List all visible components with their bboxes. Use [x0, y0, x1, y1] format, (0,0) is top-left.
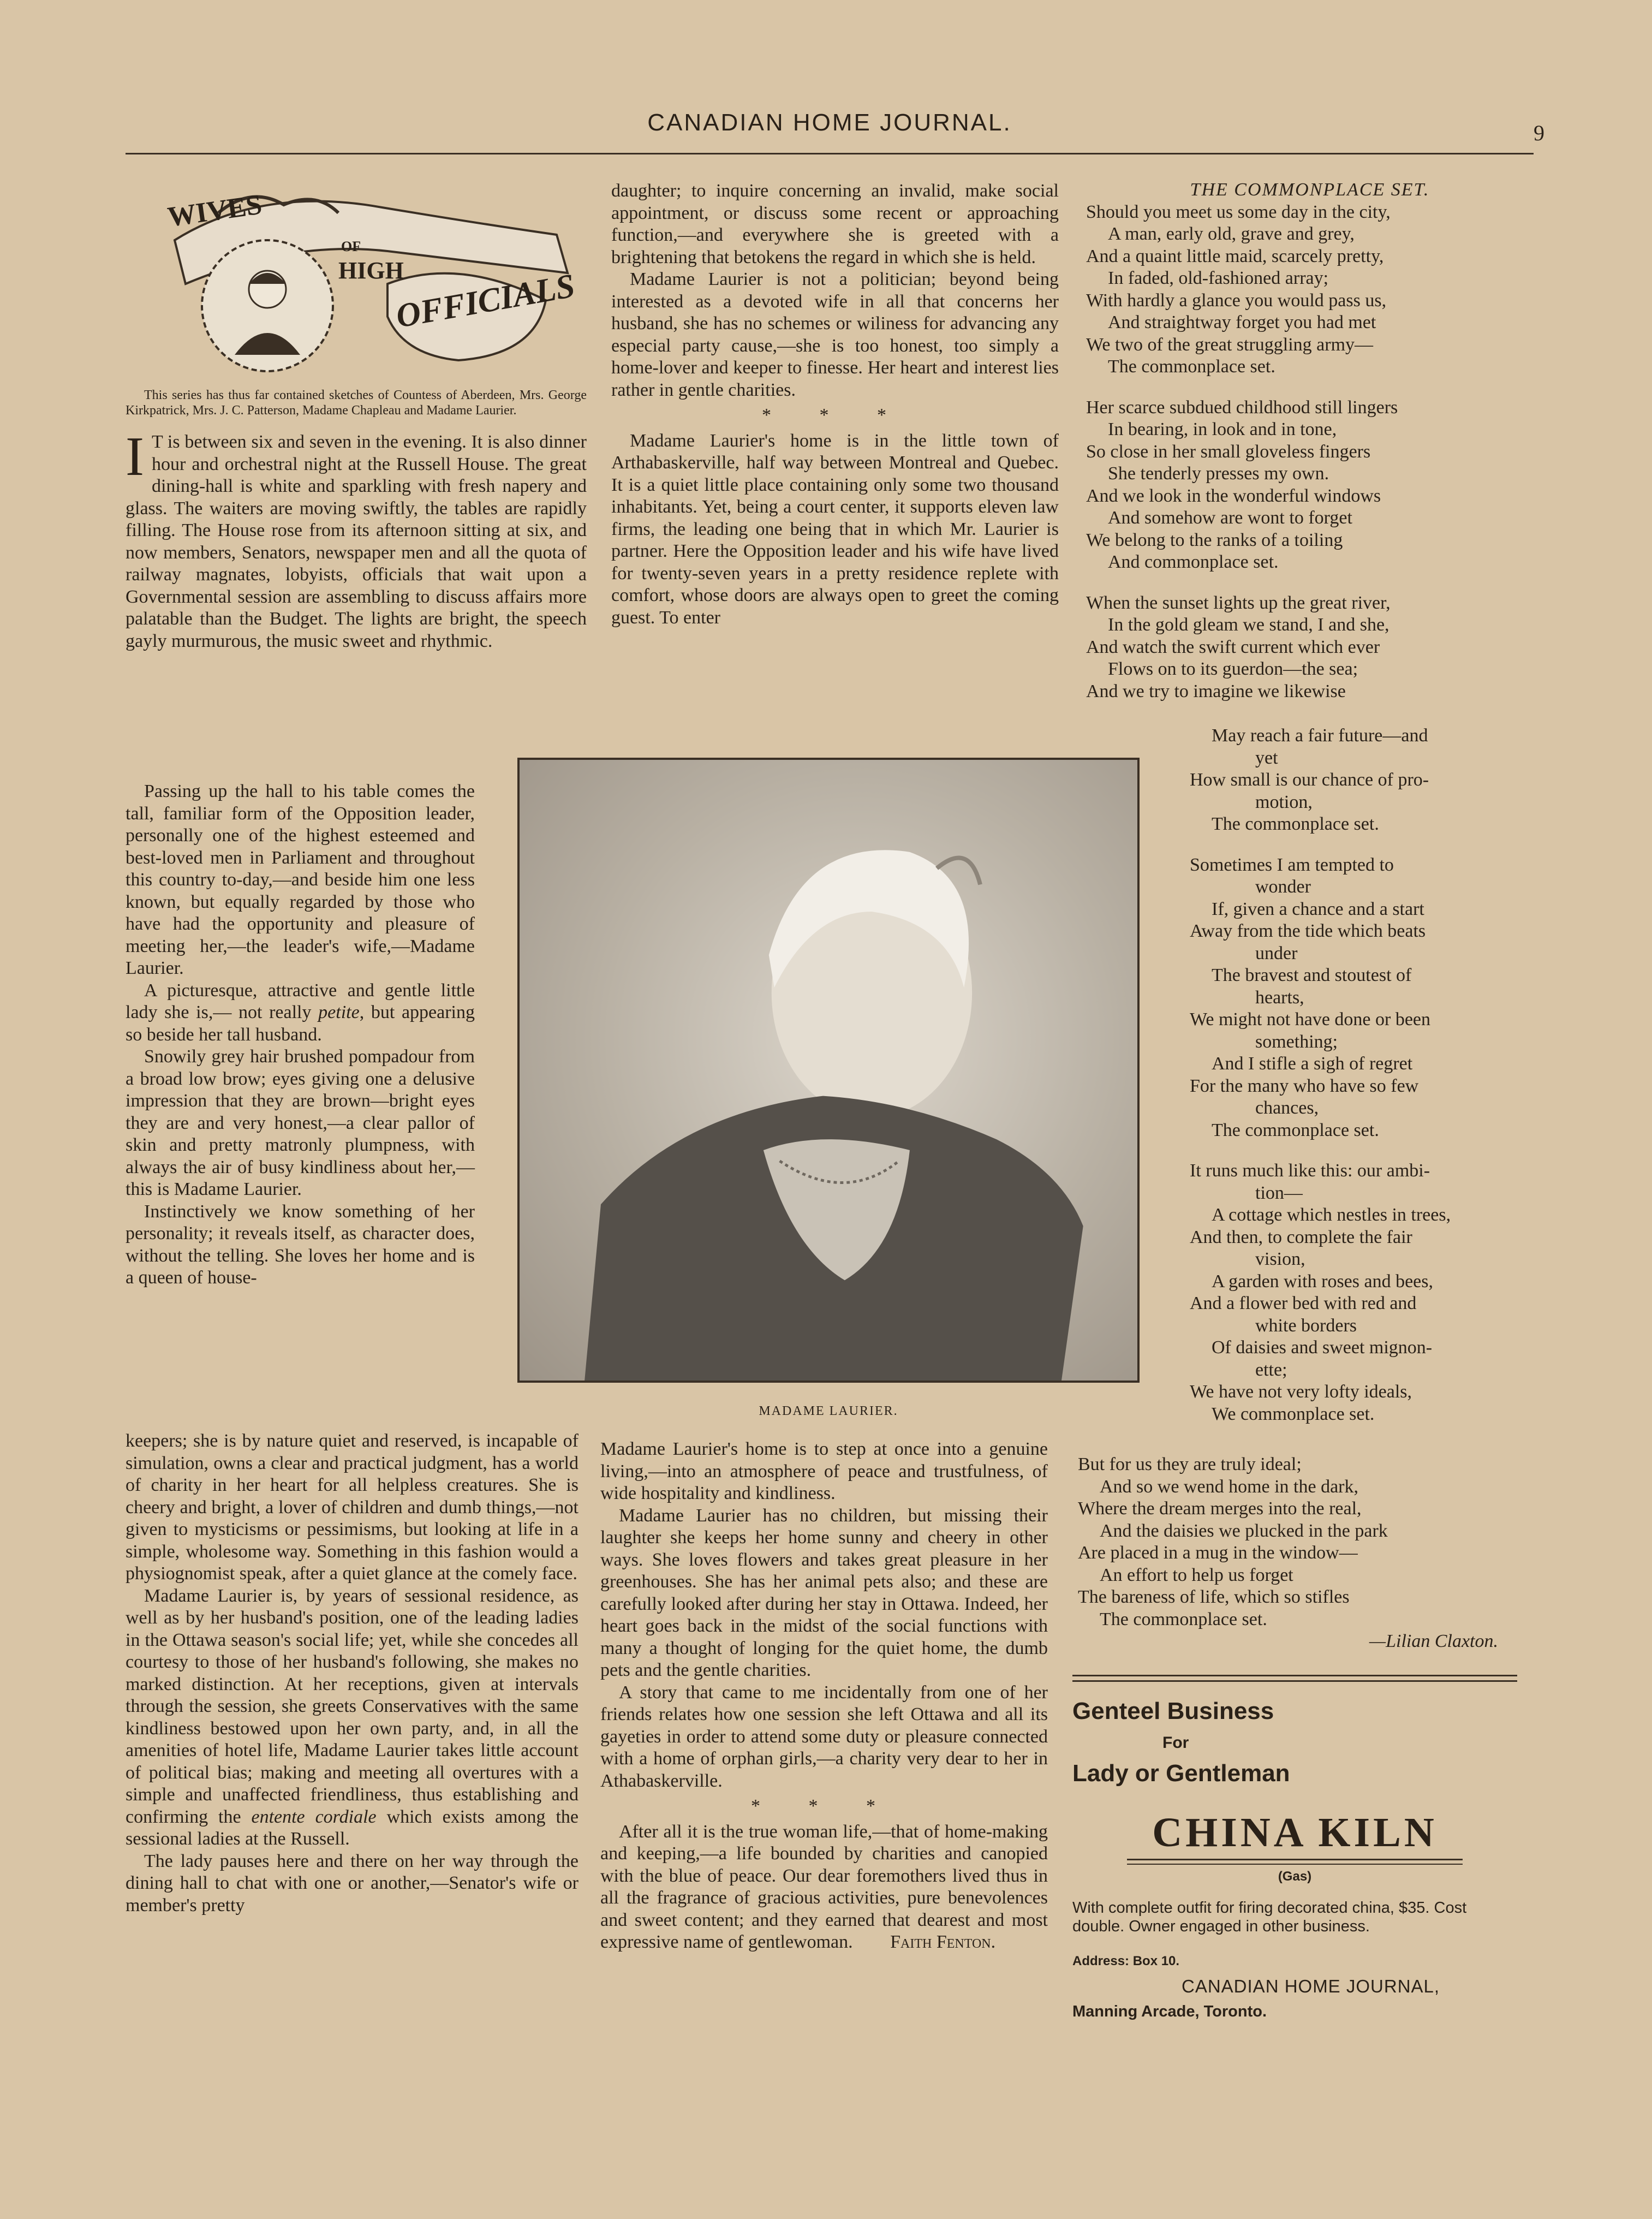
article-paragraph: Madame Laurier is not a politician; beyond being interested as a devoted wife in all that concerns her husband, she has no schemes or wiliness for advancing any especial party cause,—she is too honest, too simply a home-lover and keeper to finesse. Her heart and interest lies rather in gentle charities. — [611, 269, 1059, 400]
poem-line: And so we wend home in the dark, — [1100, 1476, 1359, 1497]
poem-line: tion— — [1255, 1182, 1303, 1203]
poem-line: The commonplace set. — [1108, 356, 1275, 377]
stanza-break — [1086, 378, 1534, 397]
article-paragraph — [126, 980, 475, 1046]
photo-caption: MADAME LAURIER. — [759, 1404, 898, 1418]
poem-line: under — [1255, 943, 1298, 963]
poem-line: The bravest and stoutest of — [1212, 965, 1412, 985]
poem-line: We have not very lofty ideals, — [1190, 1382, 1412, 1402]
portrait-photo — [517, 758, 1140, 1383]
poem-line: A garden with roses and bees, — [1212, 1271, 1434, 1292]
poem-commonplace-set — [1086, 179, 1534, 703]
portrait-illustration — [520, 760, 1137, 1381]
emphasis: petite — [318, 1002, 360, 1022]
article-column-2-lower — [600, 1438, 1048, 1954]
article-paragraph — [126, 426, 587, 652]
poem-line: When the sunset lights up the great river, — [1086, 592, 1391, 613]
ad-product-rule — [1127, 1859, 1463, 1860]
poem-line: For the many who have so few — [1190, 1075, 1419, 1096]
ad-location: Manning Arcade, Toronto. — [1072, 2003, 1267, 2020]
article-paragraph: The lady pauses here and there on her way through the dining hall to chat with one or another,—Senator's wife or member's pretty — [126, 1851, 579, 1915]
poem-line: yet — [1255, 747, 1278, 768]
poem-line: We two of the great struggling army— — [1086, 334, 1374, 355]
poem-line: Her scarce subdued childhood still lingers — [1086, 397, 1398, 418]
article-column-1 — [126, 388, 587, 652]
wives-of-high-officials-logo — [153, 175, 579, 388]
ad-publisher: CANADIAN HOME JOURNAL, — [1182, 1976, 1440, 1996]
article-paragraph: Instinctively we know something of her personality; it reveals itself, as character does, without the telling. She loves her home and is a queen of house- — [126, 1201, 475, 1288]
poem-line: The bareness of life, which so stifles — [1078, 1587, 1350, 1607]
article-paragraph: Madame Laurier has no children, but missing their laughter she keeps her home sunny and cheery in other ways. She loves flowers and takes great pleasure in her greenhouses. She has her animal pets also; and these are carefully looked after during her stay in Ottawa. Indeed, her heart goes back in the midst of the social functions with many a thought of longing for the quiet home, the dumb pets and the gentle charities. — [600, 1505, 1048, 1680]
ad-product-rule-2 — [1127, 1864, 1463, 1865]
article-paragraph: Madame Laurier's home is in the little town of Arthabaskerville, half way between Montreal and Quebec. It is a quiet little place containing only some two thousand inhabitants. Yet, being a court center, it supports eleven law firms, the leading one being that in which Mr. Laurier is partner. Here the Opposition leader and his wife have lived for twenty-seven years in a pretty residence replete with comfort, whose doors are always open to greet the coming guest. To enter — [611, 430, 1059, 628]
poem-line: And watch the swift current which ever — [1086, 636, 1380, 657]
poem-title: THE COMMONPLACE SET. — [1190, 180, 1430, 200]
poem-line: vision, — [1255, 1249, 1305, 1269]
poem-line: And a quaint little maid, scarcely pretty, — [1086, 246, 1384, 266]
poem-line: And commonplace set. — [1108, 552, 1279, 572]
article-column-1-narrow — [126, 781, 475, 1289]
poem-line: And the daisies we plucked in the park — [1100, 1520, 1388, 1541]
poem-narrow-section — [1190, 725, 1534, 1425]
ad-rule-top — [1072, 1675, 1517, 1676]
poem-line: something; — [1255, 1031, 1338, 1052]
article-paragraph: A story that came to me incidentally from one of her friends relates how one session she left Ottawa and all its gayeties in order to attend some duty or pleasure connected with a home of orphan girls,—a charity very dear to her in Athabaskerville. — [600, 1682, 1048, 1791]
section-divider: * * * — [751, 1796, 897, 1816]
paragraph-text: T is between six and seven in the evening. It is also dinner hour and orchestral night at the Russell House. The great dining-hall is white and sparkling with fresh napery and glass. The waiters are moving swiftly, the tables are rapidly filling. The House rose from its afternoon sitting at six, and now members, Senators, newspaper men and all the quota of railway magnates, lobyists, officials that wait upon a Governmental session are assembling to discuss affairs more palatable than the Budget. The lights are bright, the speech gayly murmurous, the music sweet and rhythmic. — [126, 432, 587, 651]
poem-line: And straightway forget you had met — [1108, 312, 1376, 332]
poem-line: chances, — [1255, 1098, 1319, 1118]
series-note: This series has thus far contained sketches of Countess of Aberdeen, Mrs. George Kirkpatrick, Mrs. J. C. Patterson, Madame Chapleau and Madame Laurier. — [126, 388, 587, 418]
paragraph-text: which exists among the sessional ladies at the Russell. — [126, 1806, 579, 1849]
poem-line: In faded, old-fashioned array; — [1108, 268, 1329, 288]
poem-stanzas-lower — [1078, 1454, 1531, 1631]
poem-line: Sometimes I am tempted to — [1190, 854, 1394, 875]
poem-line: And a flower bed with red and — [1190, 1293, 1417, 1313]
paragraph-text: , but appearing so beside her tall husband. — [126, 1002, 475, 1045]
poem-line: Of daisies and sweet mignon- — [1212, 1337, 1433, 1358]
poem-line: A cottage which nestles in trees, — [1212, 1205, 1451, 1225]
article-paragraph: daughter; to inquire concerning an invalid, make social appointment, or discuss some recent or approaching function,—and everywhere she is greeted with a brightening that betokens the regard in which she is held. — [611, 181, 1059, 267]
ad-body-text: With complete outfit for firing decorated china, $35. Cost double. Owner engaged in other business. — [1072, 1899, 1467, 1935]
poem-line: So close in her small gloveless fingers — [1086, 441, 1371, 462]
ad-address: Address: Box 10. — [1072, 1954, 1180, 1968]
poem-line: With hardly a glance you would pass us, — [1086, 290, 1387, 311]
page-header — [126, 109, 1544, 154]
poem-line: Away from the tide which beats — [1190, 921, 1426, 941]
journal-title: CANADIAN HOME JOURNAL. — [647, 109, 1012, 136]
poem-line: hearts, — [1255, 987, 1304, 1008]
article-paragraph — [600, 1821, 1048, 1954]
paragraph-text: After all it is the true woman life,—that of home-making and keeping,—a life bounded by charities and canopied with the blue of peace. Our dear foremothers lived thus in all the fragrance of gracious activities, pure benevolences and sweet content; and they earned that dearest and most expressive name of gentlewoman. — [600, 1821, 1048, 1952]
poem-stanzas-upper — [1086, 201, 1534, 703]
ad-for: For — [1162, 1734, 1189, 1752]
author-signature: Faith Fenton. — [890, 1932, 996, 1952]
emphasis: entente cordiale — [251, 1806, 377, 1827]
article-column-1-lower — [126, 1430, 579, 1917]
poem-line: In bearing, in look and in tone, — [1108, 419, 1337, 439]
stanza-break — [1190, 1141, 1534, 1160]
poem-author: —Lilian Claxton. — [1369, 1631, 1498, 1651]
poem-line: Should you meet us some day in the city, — [1086, 201, 1391, 222]
poem-line: It runs much like this: our ambi- — [1190, 1161, 1430, 1181]
logo-word-of: OF — [341, 239, 361, 254]
poem-line: We commonplace set. — [1212, 1403, 1375, 1424]
poem-line: Flows on to its guerdon—the sea; — [1108, 659, 1358, 679]
article-paragraph: Snowily grey hair brushed pompadour from a broad low brow; eyes giving one a delusive impression that they are brown—bright eyes they are and very honest,—a clear pallor of skin and pretty matronly plumpness, with always the air of busy kindliness about her,—this is Madame Laurier. — [126, 1046, 475, 1199]
ad-rule-top-2 — [1072, 1680, 1517, 1682]
ad-headline: Genteel Business — [1072, 1698, 1274, 1724]
logo-word-high: HIGH — [338, 257, 404, 284]
poem-line: wonder — [1255, 877, 1311, 897]
paragraph-text: Madame Laurier is, by years of sessional residence, as well as by her husband's position, one of the leading ladies in the Ottawa season's social life; yet, while she concedes all courtesy to those of her husband's following, she makes no marked distinction. At her receptions, given at intervals through the session, she greets Conservatives with the same kindliness bestowed upon her own party, and, in all the amenities of hotel life, Madame Laurier takes little account of political bias; making and meeting all overtures with a simple and unaffected friendliness, thus establishing and confirming the — [126, 1585, 579, 1827]
poem-line: We belong to the ranks of a toiling — [1086, 530, 1343, 550]
drop-cap: I — [126, 426, 144, 487]
logo-word-officials: OFFICIALS — [393, 267, 578, 335]
poem-line: And I stifle a sigh of regret — [1212, 1054, 1413, 1074]
poem-line: If, given a chance and a start — [1212, 899, 1424, 919]
poem-line: motion, — [1255, 792, 1313, 812]
poem-line: And then, to complete the fair — [1190, 1227, 1412, 1247]
china-kiln-advertisement — [1072, 1698, 1517, 2021]
poem-line: And somehow are wont to forget — [1108, 508, 1352, 528]
poem-line: How small is our chance of pro- — [1190, 770, 1429, 790]
poem-line: But for us they are truly ideal; — [1078, 1454, 1302, 1474]
poem-line: The commonplace set. — [1212, 1120, 1379, 1140]
article-paragraph: keepers; she is by nature quiet and reserved, is incapable of simulation, owns a clear and practical judgment, has a world of charity in her heart for all helpless creatures. She is cheery and bright, a lover of children and dumb things,—not given to mysticisms or pessimisms, but looking at life in a simple, wholesome way. Something in this fashion would a physiognomist speak, after a quiet glance at the comely face. — [126, 1431, 579, 1584]
poem-line: Are placed in a mug in the window— — [1078, 1543, 1358, 1563]
poem-line: In the gold gleam we stand, I and she, — [1108, 615, 1389, 635]
ad-product-name: CHINA KILN — [1152, 1810, 1438, 1855]
poem-line: A man, early old, grave and grey, — [1108, 224, 1355, 244]
stanza-break — [1190, 836, 1534, 854]
article-paragraph: Passing up the hall to his table comes the tall, familiar form of the Opposition leader, personally one of the highest esteemed and best-loved men in Parliament and throughout this country to-day,—and beside him one less known, but equally regarded by those who have had the opportunity and pleasure of meeting her,—the leader's wife,—Madame Laurier. — [126, 781, 475, 978]
poem-line: May reach a fair future—and — [1212, 725, 1428, 746]
stanza-break — [1086, 574, 1534, 592]
article-paragraph: Madame Laurier's home is to step at once into a genuine living,—into an atmosphere of peace and trustfulness, of wide hospitality and kindliness. — [600, 1439, 1048, 1503]
poem-line: white borders — [1255, 1315, 1357, 1336]
poem-line: And we look in the wonderful windows — [1086, 485, 1381, 506]
article-paragraph — [126, 1585, 579, 1851]
poem-line: Where the dream merges into the real, — [1078, 1498, 1362, 1519]
paragraph-text: A picturesque, attractive and gentle little lady she is,— not really — [126, 980, 475, 1022]
page-number: 9 — [1534, 121, 1544, 145]
poem-line: An effort to help us forget — [1100, 1564, 1293, 1585]
poem-line: ette; — [1255, 1359, 1287, 1380]
logo-word-wives: WIVES — [165, 189, 264, 233]
poem-line: The commonplace set. — [1212, 814, 1379, 834]
article-column-2-upper — [611, 180, 1059, 629]
section-divider: * * * — [762, 405, 908, 425]
poem-line: The commonplace set. — [1100, 1609, 1267, 1629]
ad-gas-note: (Gas) — [1278, 1869, 1312, 1884]
ad-audience: Lady or Gentleman — [1072, 1760, 1290, 1787]
poem-line: We might not have done or been — [1190, 1009, 1431, 1030]
poem-line: She tenderly presses my own. — [1108, 463, 1329, 484]
poem-final-stanza — [1078, 1454, 1531, 1653]
poem-stanzas-middle — [1190, 725, 1534, 1425]
poem-line: And we try to imagine we likewise — [1086, 681, 1346, 701]
